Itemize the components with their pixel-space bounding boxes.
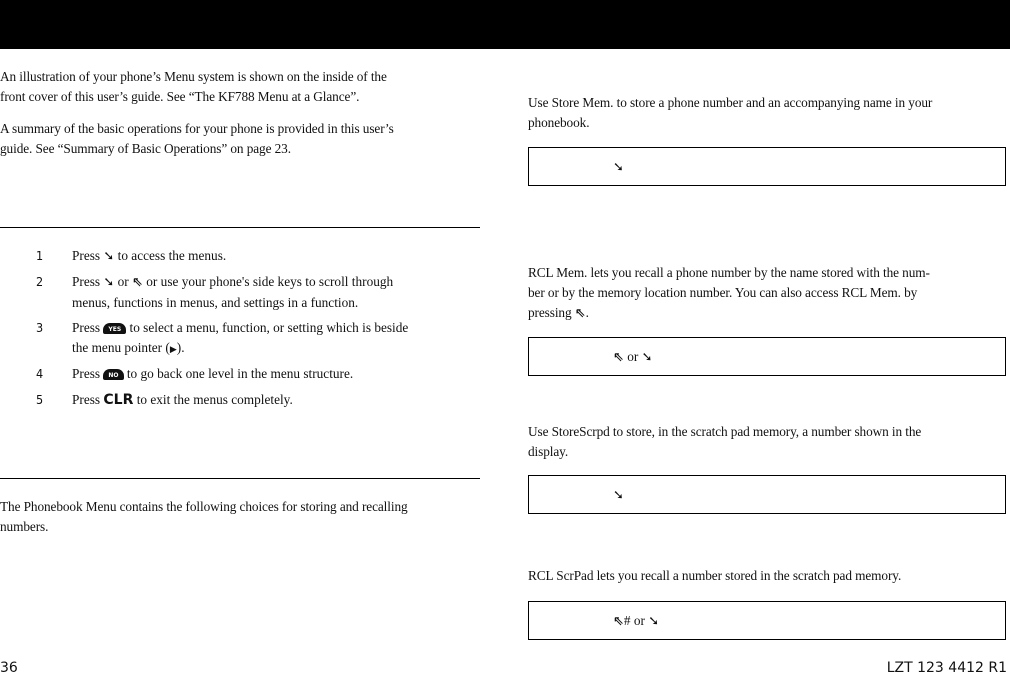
arrow-down-right-icon: ➘ [103, 275, 115, 290]
step-number: 4 [36, 366, 44, 381]
arrow-down-right-icon: ➘ [648, 614, 660, 629]
shortcut-or-text: or [627, 349, 639, 364]
step-number: 5 [36, 392, 44, 407]
step-number: 2 [36, 274, 44, 289]
storescrpd-shortcut-box [528, 475, 1006, 514]
menu-pointer-icon: ▶ [169, 345, 177, 355]
document-code: LZT 123 4412 R1 [886, 660, 1007, 676]
rcl-mem-description: RCL Mem. lets you recall a phone number by the name stored with the num- ber or by the memory location number. You can also access RCL Mem. by pressing ⇖. [528, 265, 930, 321]
step-text: Press [72, 366, 101, 381]
step-text: to access the menus. [117, 248, 227, 263]
intro-paragraph-basic-operations: A summary of the basic operations for your phone is provided in this user’s guide. See “Summary of Basic Operations” on page 23. [0, 121, 394, 156]
arrow-up-left-icon: ⇖ [574, 306, 586, 321]
step-text: Press [72, 320, 101, 335]
page-number: 36 [0, 660, 18, 676]
rcl-scrpad-description: RCL ScrPad lets you recall a number stored in the scratch pad memory. [528, 568, 902, 583]
store-mem-description: Use Store Mem. to store a phone number and an accompanying name in your phonebook. [528, 95, 933, 130]
intro-paragraph-menu-illustration: An illustration of your phone’s Menu system is shown on the inside of the front cover of this user’s guide. See “The KF788 Menu at a Glance”. [0, 69, 387, 104]
phonebook-intro-paragraph: The Phonebook Menu contains the following choices for storing and recalling numbers. [0, 499, 408, 534]
step-text: menus, functions in menus, and settings in a function. [72, 295, 359, 310]
step-text: or use your phone's side keys to scroll through [146, 274, 394, 289]
step-text: to select a menu, function, or setting which is beside [129, 320, 409, 335]
yes-key-icon: YES [103, 323, 126, 334]
hash-key-text: # [623, 613, 631, 628]
no-key-icon: NO [103, 369, 123, 380]
step-text: the menu pointer ( [72, 340, 170, 355]
shortcut-or-text: or [633, 613, 645, 628]
arrow-down-right-icon: ➘ [641, 350, 653, 365]
arrow-up-left-icon: ⇖ [613, 614, 624, 629]
step-text: Press [72, 248, 101, 263]
step-text: to go back one level in the menu structure. [126, 366, 354, 381]
clr-key-icon: CLR [103, 392, 134, 408]
section-divider-top [0, 227, 480, 228]
header-bar [0, 0, 1010, 49]
rcl-mem-shortcut-box [528, 337, 1006, 376]
step-text: or [117, 274, 129, 289]
step-text: Press [72, 392, 101, 407]
rcl-scrpad-shortcut-box [528, 601, 1006, 640]
step-number: 3 [36, 320, 44, 335]
arrow-up-left-icon: ⇖ [613, 350, 624, 365]
arrow-down-right-icon: ➘ [613, 160, 624, 175]
storescrpd-description: Use StoreScrpd to store, in the scratch pad memory, a number shown in the display. [528, 424, 922, 459]
arrow-down-right-icon: ➘ [613, 488, 624, 503]
step-text: to exit the menus completely. [136, 392, 293, 407]
arrow-down-right-icon: ➘ [103, 249, 115, 264]
step-text: Press [72, 274, 101, 289]
store-mem-shortcut-box [528, 147, 1006, 186]
arrow-up-left-icon: ⇖ [132, 275, 143, 290]
section-divider-bottom [0, 478, 480, 479]
step-number: 1 [36, 248, 44, 263]
step-text: ). [176, 340, 185, 355]
